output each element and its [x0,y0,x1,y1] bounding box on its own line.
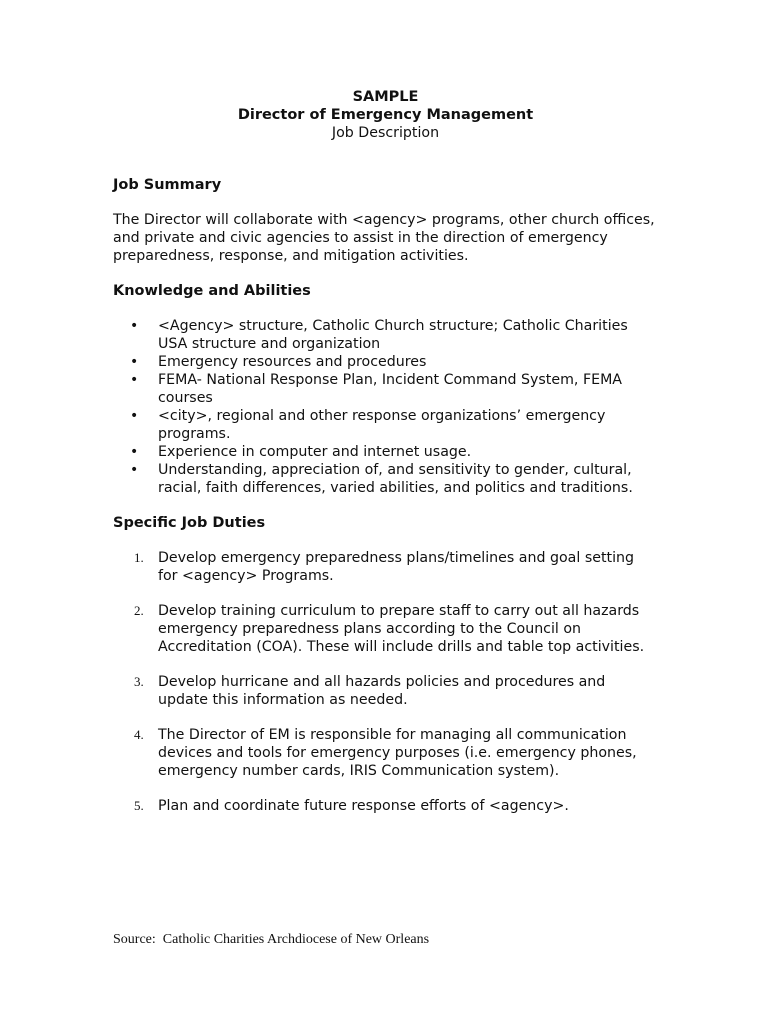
list-item [113,549,658,585]
list-item [113,317,658,353]
duties-list [113,549,658,815]
list-item-text: <city>, regional and other response organizations’ emergency programs. [158,408,606,442]
list-item [113,673,658,709]
bullet-icon: • [130,462,139,478]
list-item-text: The Director of EM is responsible for managing all communication devices and tools for emergency purposes (i.e. emergency phones, emergency number cards, IRIS Communication system). [158,727,637,779]
bullet-icon: • [130,354,139,370]
list-number: 4. [134,727,144,742]
list-item [113,602,658,656]
list-number: 5. [134,798,144,813]
list-item-text: Emergency resources and procedures [158,354,427,370]
list-item [113,726,658,780]
sample-label: SAMPLE [352,89,419,105]
source-footer: Source: Catholic Charities Archdiocese of New Orleans [113,932,430,947]
job-summary-text: The Director will collaborate with <agency> programs, other church offices, and private and civic agencies to assist in the direction of emergency preparedness, response, and mitigation activities. [113,212,655,264]
job-summary-heading: Job Summary [113,177,222,193]
list-item-text: Plan and coordinate future response efforts of <agency>. [158,798,569,814]
bullet-icon: • [130,444,139,460]
knowledge-list [113,317,658,497]
list-item [113,797,658,815]
document-subtitle: Job Description [331,125,440,141]
list-item-text: FEMA- National Response Plan, Incident Command System, FEMA courses [158,372,623,406]
list-number: 3. [134,674,144,689]
list-item [113,407,658,443]
list-item-text: Develop hurricane and all hazards policies and procedures and update this information as needed. [158,674,606,708]
list-number: 1. [134,550,144,565]
list-number: 2. [134,603,144,618]
list-item-text: Develop emergency preparedness plans/timelines and goal setting for <agency> Programs. [158,550,635,584]
list-item-text: <Agency> structure, Catholic Church structure; Catholic Charities USA structure and organization [158,318,628,352]
list-item-text: Experience in computer and internet usage. [158,444,472,460]
bullet-icon: • [130,372,139,388]
document-page [113,88,658,832]
bullet-icon: • [130,318,139,334]
document-title: Director of Emergency Management [237,107,534,123]
list-item [113,371,658,407]
knowledge-heading: Knowledge and Abilities [113,283,311,299]
bullet-icon: • [130,408,139,424]
list-item [113,443,658,461]
list-item [113,353,658,371]
list-item [113,461,658,497]
list-item-text: Understanding, appreciation of, and sensitivity to gender, cultural, racial, faith differences, varied abilities, and politics and traditions. [158,462,633,496]
list-item-text: Develop training curriculum to prepare staff to carry out all hazards emergency preparedness plans according to the Council on Accreditation (COA). These will include drills and table top activities. [158,603,645,655]
duties-heading: Specific Job Duties [113,515,266,531]
